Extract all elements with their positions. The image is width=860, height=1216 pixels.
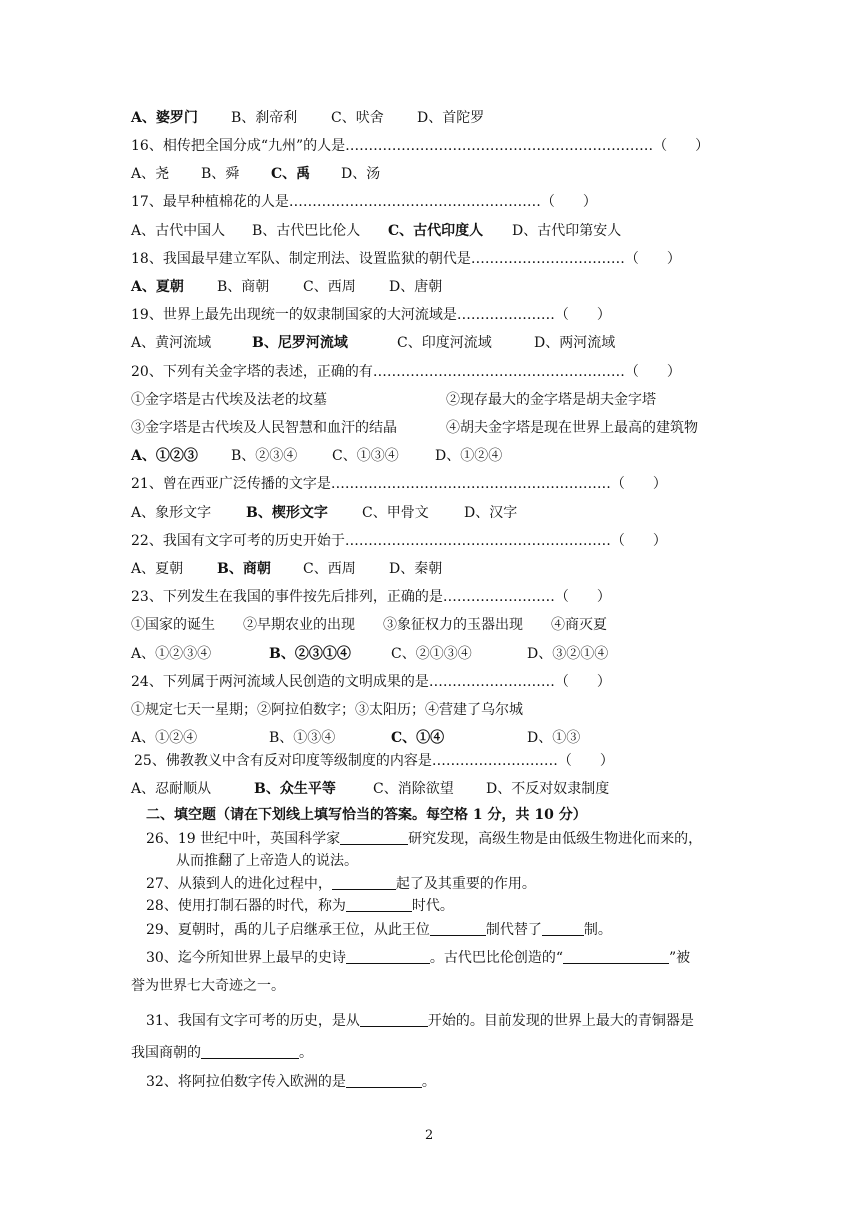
q24-options (131, 728, 580, 748)
q29-part-a: 29、夏朝时，禹的儿子启继承王位，从此王位 (146, 922, 430, 938)
q26-continuation: 从而推翻了上帝造人的说法。 (176, 853, 358, 869)
answer-blank[interactable] (563, 949, 669, 964)
answer-blank[interactable] (340, 830, 408, 845)
q20-stem: 20、下列有关金字塔的表述，正确的有………………………………………………（ ） (131, 364, 681, 380)
q31-part-a: 31、我国有文字可考的历史，是从 (146, 1013, 360, 1029)
option-d: D、唐朝 (389, 279, 443, 295)
q24-stem: 24、下列属于两河流域人民创造的文明成果的是………………………（ ） (131, 674, 611, 690)
option-c: C、消除欲望 (373, 781, 454, 797)
q30-part-b: 。古代巴比伦创造的“ (429, 950, 563, 966)
option-b: B、①③④ (269, 730, 336, 746)
option-d: D、不反对奴隶制度 (486, 781, 610, 797)
q25-options (131, 779, 609, 799)
option-a: A、黄河流域 (131, 335, 212, 351)
q30-part-c: ”被 (669, 950, 691, 966)
q23-stem: 23、下列发生在我国的事件按先后排列，正确的是……………………（ ） (131, 589, 611, 605)
option-b: B、众生平等 (254, 781, 336, 797)
page-number: 2 (425, 1128, 434, 1143)
q18-stem: 18、我国最早建立军队、制定刑法、设置监狱的朝代是……………………………（ ） (131, 251, 681, 267)
option-c: C、①④ (391, 730, 445, 746)
option-d: D、①③ (527, 730, 581, 746)
option-a: A、夏朝 (131, 279, 184, 295)
option-b: B、商朝 (217, 279, 270, 295)
q22-stem: 22、我国有文字可考的历史开始于…………………………………………………（ ） (131, 533, 667, 549)
option-a: A、①②④ (131, 730, 198, 746)
option-c: C、①③④ (332, 448, 399, 464)
answer-blank[interactable] (360, 1012, 428, 1027)
option-c: C、吠舍 (331, 110, 384, 126)
option-c: C、西周 (303, 279, 356, 295)
q31-part-c: 我国商朝的 (131, 1045, 201, 1061)
option-b: B、楔形文字 (246, 505, 328, 521)
q31-part-b: 开始的。目前发现的世界上最大的青铜器是 (427, 1013, 694, 1029)
q31-part-d: 。 (299, 1045, 313, 1061)
option-d: D、③②①④ (527, 646, 609, 662)
option-c: C、古代印度人 (388, 223, 484, 239)
q21-stem: 21、曾在西亚广泛传播的文字是……………………………………………………（ ） (131, 476, 667, 492)
q21-options (131, 503, 517, 523)
q32-part-b: 。 (421, 1074, 436, 1090)
q28-part-b: 时代。 (411, 898, 454, 914)
option-a: A、①②③④ (131, 646, 212, 662)
option-a: A、象形文字 (131, 505, 212, 521)
option-b: B、②③④ (231, 448, 298, 464)
answer-blank[interactable] (346, 949, 430, 964)
q17-options (131, 221, 621, 241)
q25-stem: 25、佛教教义中含有反对印度等级制度的内容是………………………（ ） (134, 753, 614, 769)
q20-options (131, 446, 502, 466)
answer-blank[interactable] (201, 1044, 299, 1059)
q30 (146, 948, 690, 968)
q29-part-c: 制。 (583, 922, 612, 938)
option-d: D、秦朝 (389, 561, 443, 577)
q16-stem: 16、相传把全国分成“九州”的人是…………………………………………………………（ ） (131, 138, 710, 154)
option-c: C、禹 (271, 166, 311, 182)
q20-statement-1: ①金字塔是古代埃及法老的坟墓 (131, 392, 327, 408)
option-b: B、尼罗河流域 (252, 335, 348, 351)
option-c: C、②①③④ (391, 646, 472, 662)
option-a: A、婆罗门 (131, 110, 198, 126)
answer-blank[interactable] (430, 921, 486, 936)
option-b: B、商朝 (217, 561, 271, 577)
q28-part-a: 28、使用打制石器的时代，称为 (146, 898, 346, 914)
option-a: A、夏朝 (131, 561, 184, 577)
option-c: C、印度河流域 (397, 335, 492, 351)
q31-continuation (131, 1043, 313, 1063)
option-a: A、①②③ (131, 448, 198, 464)
q20-statement-4: ④胡夫金字塔是现在世界上最高的建筑物 (446, 420, 698, 436)
answer-blank[interactable] (542, 921, 584, 936)
q26-part-b: 研究发现，高级生物是由低级生物进化而来的， (408, 831, 703, 847)
option-c: C、西周 (303, 561, 356, 577)
q27-part-a: 27、从猿到人的进化过程中， (146, 876, 332, 892)
q27-part-b: 起了及其重要的作用。 (395, 876, 536, 892)
q17-stem: 17、最早种植棉花的人是………………………………………………（ ） (131, 194, 597, 210)
q27 (146, 874, 536, 894)
q15-options (131, 108, 484, 128)
q19-options (131, 333, 615, 353)
option-d: D、汤 (341, 166, 381, 182)
q19-stem: 19、世界上最先出现统一的奴隶制国家的大河流域是…………………（ ） (131, 307, 611, 323)
q26-part-a: 26、19 世纪中叶，英国科学家 (146, 831, 341, 847)
option-b: B、古代巴比伦人 (252, 223, 361, 239)
option-a: A、忍耐顺从 (131, 781, 212, 797)
q29 (146, 920, 612, 940)
q31 (146, 1011, 694, 1031)
q23-items: ①国家的诞生 ②早期农业的出现 ③象征权力的玉器出现 ④商灭夏 (131, 617, 607, 633)
answer-blank[interactable] (346, 897, 412, 912)
q32-part-a: 32、将阿拉伯数字传入欧洲的是 (146, 1074, 346, 1090)
answer-blank[interactable] (332, 875, 396, 890)
q30-part-a: 30、迄今所知世界上最早的史诗 (146, 950, 346, 966)
option-d: D、①②④ (435, 448, 503, 464)
option-c: C、甲骨文 (362, 505, 429, 521)
q20-statement-3: ③金字塔是古代埃及人民智慧和血汗的结晶 (131, 420, 397, 436)
option-d: D、古代印第安人 (512, 223, 622, 239)
q32 (146, 1072, 436, 1092)
q16-options (131, 164, 380, 184)
option-a: A、尧 (131, 166, 170, 182)
q29-part-b: 制代替了 (485, 922, 542, 938)
option-b: B、舜 (201, 166, 240, 182)
answer-blank[interactable] (346, 1073, 422, 1088)
section-title: 二、填空题（请在下划线上填写恰当的答案。每空格 1 分，共 10 分） (146, 807, 587, 823)
option-d: D、两河流域 (534, 335, 616, 351)
q20-statement-2: ②现存最大的金字塔是胡夫金字塔 (446, 392, 656, 408)
q28 (146, 896, 454, 916)
q26 (146, 829, 702, 849)
q24-items: ①规定七天一星期；②阿拉伯数字；③太阳历；④营建了乌尔城 (131, 702, 523, 718)
q23-options (131, 644, 608, 664)
q30-continuation: 誉为世界七大奇迹之一。 (131, 978, 285, 994)
option-b: B、②③①④ (269, 646, 351, 662)
option-b: B、刹帝利 (231, 110, 298, 126)
option-a: A、古代中国人 (131, 223, 226, 239)
q22-options (131, 559, 442, 579)
option-d: D、首陀罗 (417, 110, 485, 126)
option-d: D、汉字 (464, 505, 518, 521)
q18-options (131, 277, 442, 297)
